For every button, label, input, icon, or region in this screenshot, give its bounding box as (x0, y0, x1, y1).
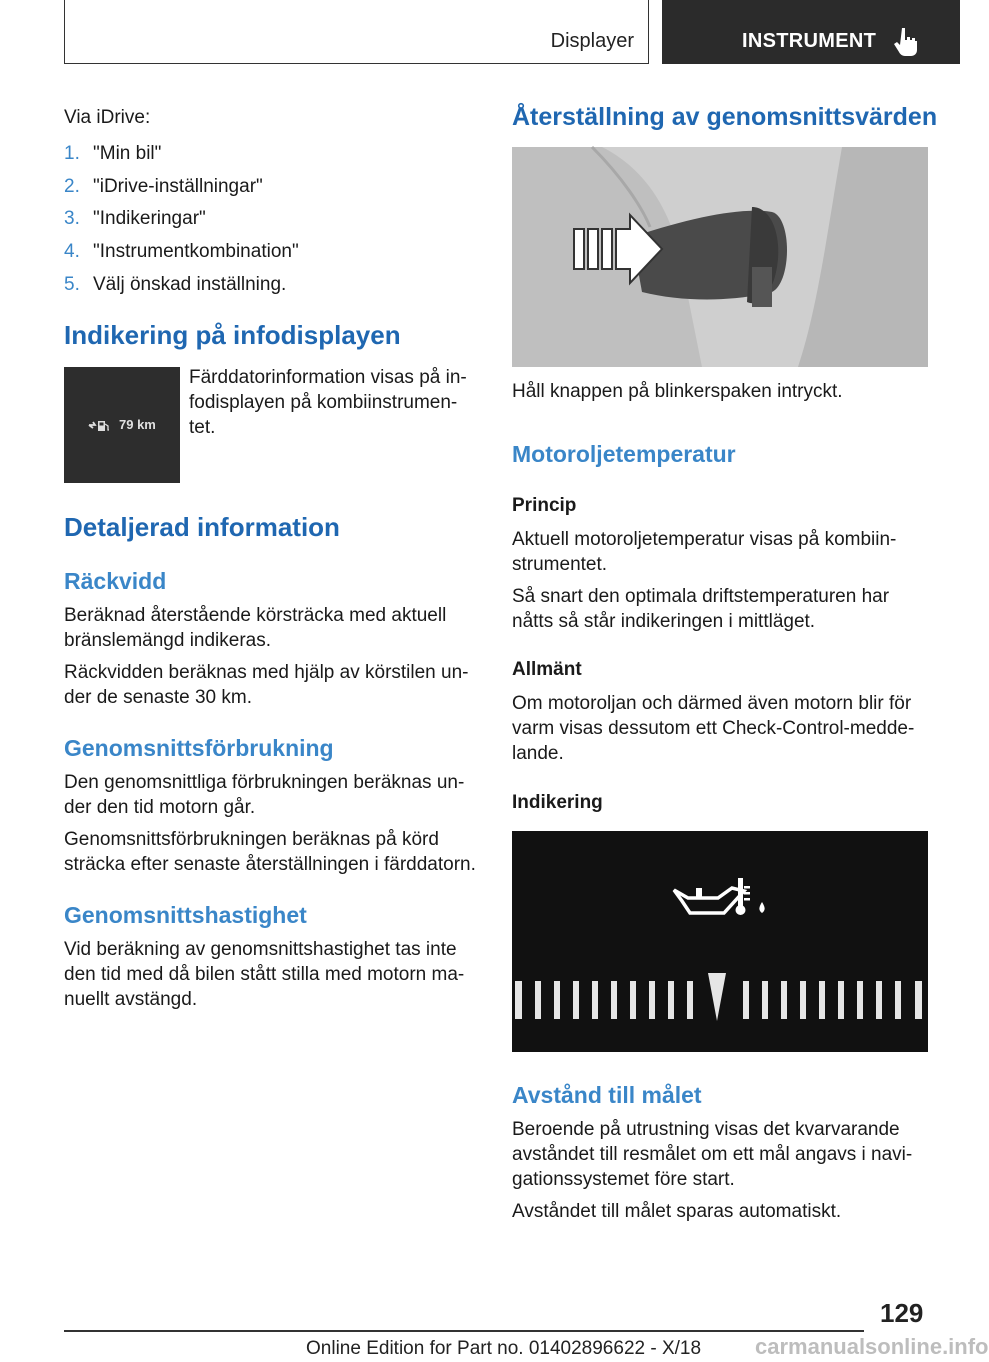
pointing-hand-icon (893, 26, 921, 56)
fuel-pump-icon (88, 419, 112, 433)
header-chapter-label: INSTRUMENT (742, 30, 877, 52)
consumption-paragraph-2 (64, 827, 484, 877)
text-line: bränslemängd indikeras. (64, 630, 272, 651)
range-heading: Räckvidd (64, 568, 167, 594)
general-label: Allmänt (512, 659, 582, 680)
infodisplay-heading: Indikering på infodisplayen (64, 320, 401, 350)
edition-note: Online Edition for Part no. 01402896622 - X/18 (306, 1338, 702, 1359)
temperature-scale (512, 979, 928, 1019)
principle-paragraph-1 (512, 527, 932, 577)
oil-temperature-display (512, 831, 928, 1052)
text-line: gationssystemet före start. (512, 1169, 735, 1190)
list-item-number: 4. (64, 241, 80, 262)
text-line: Om motoroljan och därmed även motorn blir för (512, 693, 912, 714)
text-line: Beräknad återstående körsträcka med aktuell (64, 605, 447, 626)
speed-heading: Genomsnittshastighet (64, 902, 307, 928)
footer-divider (64, 1330, 864, 1332)
distance-paragraph-2 (512, 1199, 932, 1224)
range-value: 79 km (119, 417, 156, 432)
distance-paragraph-1 (512, 1117, 932, 1192)
detail-heading: Detaljerad information (64, 512, 340, 542)
text-line: tet. (189, 417, 216, 438)
list-item (0, 143, 480, 168)
text-line: der den tid motorn går. (64, 797, 256, 818)
text-line: Genomsnittsförbrukningen beräknas på körd (64, 829, 439, 850)
list-item (0, 241, 480, 266)
list-item-text: Välj önskad inställning. (93, 274, 287, 295)
turn-signal-stalk-image (512, 147, 928, 367)
via-idrive-label: Via iDrive: (64, 107, 151, 128)
text-line: Färddatorinformation visas på in- (189, 367, 467, 388)
list-item (0, 208, 480, 233)
header-section-label: Displayer (550, 30, 634, 52)
principle-label: Princip (512, 495, 577, 516)
reset-caption: Håll knappen på blinkerspaken intryckt. (512, 381, 843, 402)
text-line: Så snart den optimala driftstemperaturen har (512, 586, 890, 607)
text-line: nuellt avstängd. (64, 989, 198, 1010)
oil-heading: Motoroljetemperatur (512, 441, 736, 467)
list-item-text: "Instrumentkombination" (93, 241, 299, 262)
consumption-paragraph-1 (64, 770, 484, 820)
text-line: nåtts så står indikeringen i mittläget. (512, 611, 816, 632)
text-line: strumentet. (512, 554, 608, 575)
text-line: Beroende på utrustning visas det kvarvarande (512, 1119, 900, 1140)
list-item-number: 5. (64, 274, 80, 295)
text-line: fodisplayen på kombiinstrumen- (189, 392, 458, 413)
text-line: Avståndet till målet sparas automatiskt. (512, 1201, 842, 1222)
principle-paragraph-2 (512, 584, 932, 634)
gauge-needle (708, 973, 726, 1021)
range-paragraph-1 (64, 603, 484, 653)
list-item-text: "iDrive-inställningar" (93, 176, 263, 197)
speed-paragraph (64, 937, 484, 1012)
text-line: Aktuell motoroljetemperatur visas på kombiin- (512, 529, 897, 550)
infodisplay-paragraph (189, 365, 469, 440)
text-line: Räckvidden beräknas med hjälp av körstilen un- (64, 662, 469, 683)
stalk-illustration (512, 147, 928, 367)
watermark: carmanualsonline.info (755, 1334, 989, 1359)
distance-heading: Avstånd till målet (512, 1082, 702, 1108)
text-line: sträcka efter senaste återställningen i färddatorn. (64, 854, 476, 875)
list-item (0, 176, 480, 201)
list-item-number: 2. (64, 176, 80, 197)
reset-heading: Återställning av genomsnittsvärden (512, 103, 938, 131)
temperature-gauge-ticks (512, 979, 928, 1021)
text-line: der de senaste 30 km. (64, 687, 252, 708)
text-line: Den genomsnittliga förbrukningen beräknas un- (64, 772, 465, 793)
oil-temperature-icon (672, 876, 772, 926)
list-item-number: 1. (64, 143, 80, 164)
list-item-number: 3. (64, 208, 80, 229)
range-paragraph-2 (64, 660, 484, 710)
list-item-text: "Min bil" (93, 143, 162, 164)
page-number: 129 (880, 1298, 924, 1328)
text-line: den tid med då bilen stått stilla med motorn ma- (64, 964, 465, 985)
indication-label: Indikering (512, 792, 603, 813)
text-line: lande. (512, 743, 564, 764)
consumption-heading: Genomsnittsförbrukning (64, 735, 334, 761)
header-section-tab (64, 0, 649, 64)
list-item-text: "Indikeringar" (93, 208, 206, 229)
text-line: varm visas dessutom ett Check-Control-medde- (512, 718, 915, 739)
text-line: avståndet till resmålet om ett mål angavs i navi- (512, 1144, 913, 1165)
general-paragraph (512, 691, 932, 766)
list-item (0, 274, 480, 299)
text-line: Vid beräkning av genomsnittshastighet tas inte (64, 939, 457, 960)
infodisplay-image (64, 367, 180, 483)
